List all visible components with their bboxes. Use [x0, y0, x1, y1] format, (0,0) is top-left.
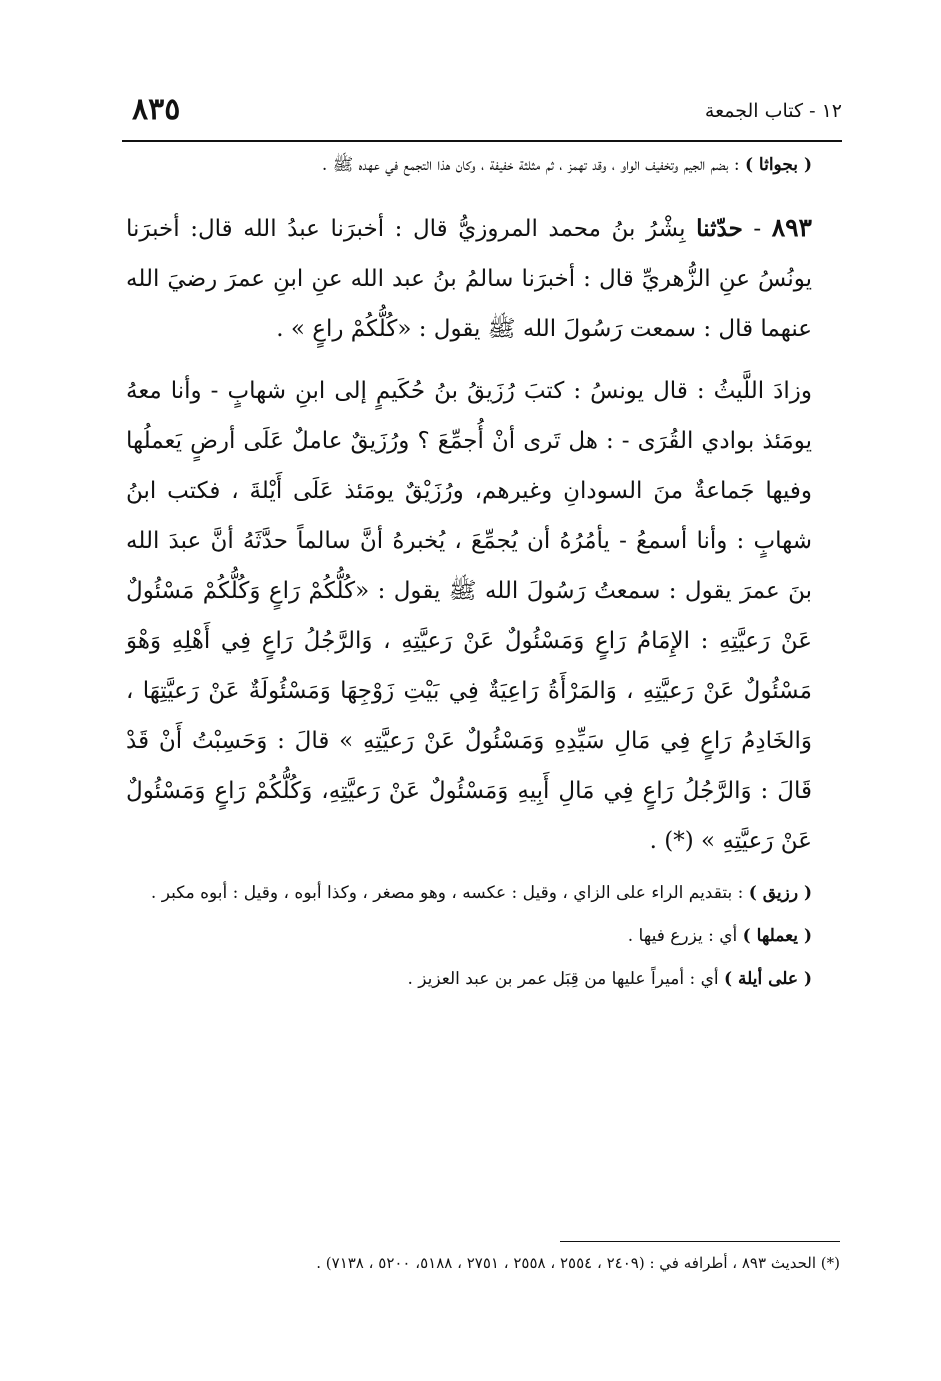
hadith-paragraph — [126, 203, 840, 354]
hadith-dash: - — [742, 216, 772, 242]
note-term: ( يعملها ) — [742, 926, 812, 946]
chapter-title: ١٢ - كتاب الجمعة — [704, 100, 842, 122]
layth-addition-paragraph: وزادَ اللَّيثُ : قال يونسُ : كتبَ رُزَيقُ بنُ حُكَيمٍ إلى ابنِ شهابٍ - وأنا معهُ يومَئذ بوادي القُرَى - : هل تَرى أنْ أُجمِّعَ ؟ ورُزَيقٌ عاملٌ عَلَى أرضٍ يَعملُها وفيها جَماعةٌ منَ السودانِ وغيرهم، ورُزَيْقٌ يومَئذ عَلَى أَيْلةَ ، فكتب ابنُ شهابٍ : وأنا أسمعُ - يأمُرُهُ أن يُجمِّعَ ، يُخبرهُ أنَّ سالماً حدَّثَهُ أنَّ عبدَ الله بنَ عمرَ يقول : سمعتُ رَسُولَ الله ﷺ يقول : «كُلُّكُمْ رَاعٍ وَكُلُّكُمْ مَسْئُولٌ عَنْ رَعيَّتِهِ : الإِمَامُ رَاعٍ وَمَسْئُولٌ عَنْ رَعيَّتِهِ ، وَالرَّجُلُ رَاعٍ فِي أَهْلِهِ وَهْوَ مَسْئُولٌ عَنْ رَعيَّتِهِ ، وَالمَرْأَةُ رَاعِيَةٌ فِي بَيْتِ زَوْجِهَا وَمَسْئُولَةٌ عَنْ رَعيَّتِهَا ، وَالخَادِمُ رَاعٍ فِي مَالِ سَيِّدِهِ وَمَسْئُولٌ عَنْ رَعيَّتِهِ » قالَ : وَحَسِبْتُ أَنْ قَدْ قَالَ : وَالرَّجُلُ رَاعٍ فِي مَالِ أَبِيهِ وَمَسْئُولٌ عَنْ رَعيَّتِهِ، وَكُلُّكُمْ رَاعٍ وَمَسْئُولٌ عَنْ رَعيَّتِهِ » (*) . — [126, 378, 812, 854]
hadith-intro: حدّثنا — [696, 215, 743, 242]
footnote-divider — [560, 1241, 840, 1242]
note-term: ( رزيق ) — [748, 883, 812, 903]
page-body — [126, 150, 840, 995]
note-text: أي : يزرع فيها . — [627, 926, 743, 946]
header-divider — [122, 140, 842, 142]
page-number: ٨٣٥ — [132, 92, 181, 127]
note-text: أي : أميراً عليها من قِبَل عمر بن عبد العزيز . — [407, 969, 725, 989]
page-header — [122, 86, 842, 132]
note-text: : بضم الجيم وتخفيف الواو ، وقد تهمز ، ثم مثلثة خفيفة ، وكان هذا التجمع في عهده ﷺ . — [321, 155, 745, 175]
footnote: (*) الحديث ٨٩٣ ، أطرافه في : (٢٤٠٩ ، ٢٥٥٤ ، ٢٥٥٨ ، ٢٧٥١ ، ٥١٨٨، ٥٢٠٠ ، ٧١٣٨) . — [316, 1254, 840, 1272]
note-ayla — [126, 964, 840, 995]
note-yamaluha — [126, 921, 840, 952]
hadith-text: بِشْرُ بنُ محمد المروزيُّ قال : أخبرَنا عبدُ الله قال: أخبرَنا يونُسُ عنِ الزُّهريِّ قال : أخبرَنا سالمُ بنُ عبد الله عنِ ابنِ عمرَ رضيَ الله عنهما قال : سمعت رَسُولَ الله ﷺ يقول : «كُلُّكُمْ راعٍ » . — [126, 216, 812, 342]
hadith-number: ٨٩٣ — [771, 213, 812, 242]
note-term: ( على أيلة ) — [724, 969, 812, 989]
note-term: ( بجواثا ) — [744, 155, 812, 175]
note-bujawatha — [126, 150, 840, 181]
note-text: : بتقديم الراء على الزاي ، وقيل : عكسه ، وهو مصغر ، وكذا أبوه ، وقيل : أبوه مكبر . — [150, 883, 749, 903]
note-ruzayq — [126, 878, 840, 909]
